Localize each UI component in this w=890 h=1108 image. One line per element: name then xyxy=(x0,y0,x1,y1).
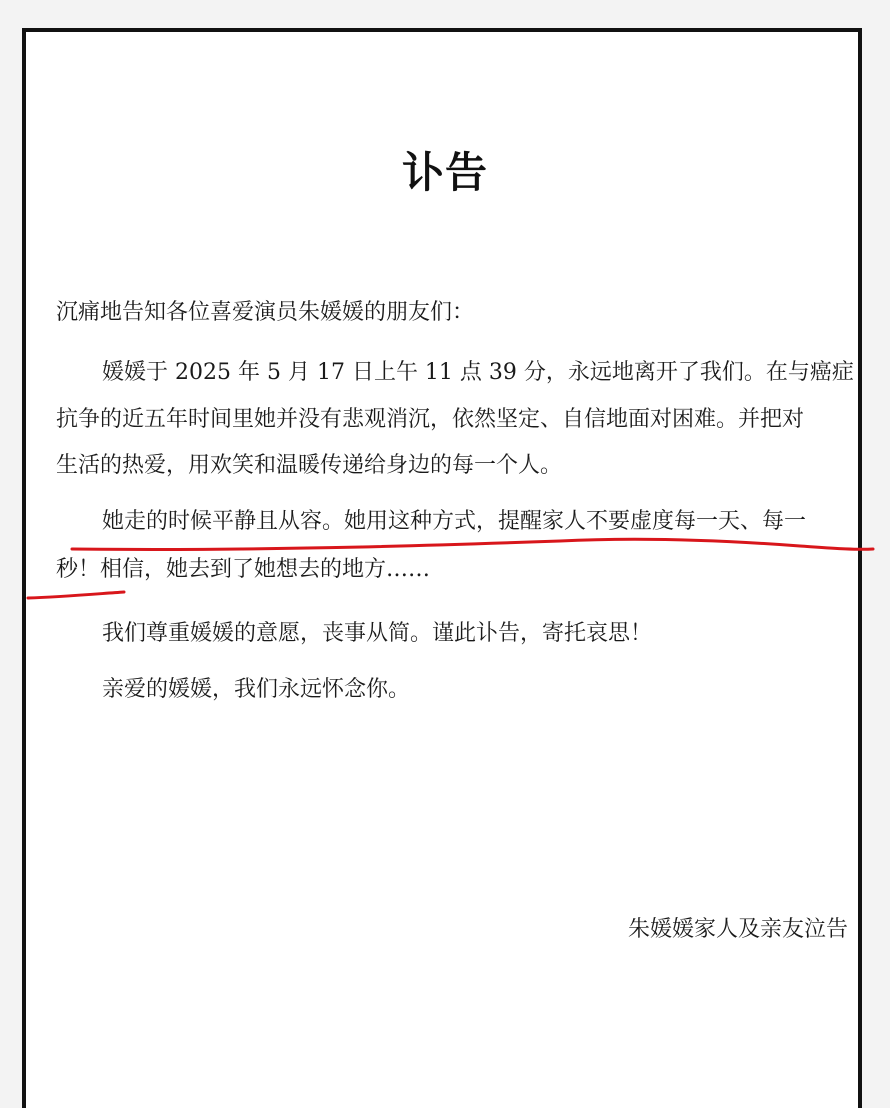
paragraph-3: 我们尊重媛媛的意愿，丧事从简。谨此讣告，寄托哀思！ xyxy=(102,621,653,646)
paragraph-1-line-2: 抗争的近五年时间里她并没有悲观消沉，依然坚定、自信地面对困难。并把对 xyxy=(56,407,805,432)
paragraph-1-line-3: 生活的热爱，用欢笑和温暖传递给身边的每一个人。 xyxy=(56,453,563,478)
page-title: 讣告 xyxy=(401,148,488,197)
paragraph-1-line-1: 媛媛于 2025 年 5 月 17 日上午 11 点 39 分，永远地离开了我们。在与癌症 xyxy=(102,360,854,385)
paragraph-2-line-2: 秒！相信，她去到了她想去的地方…… xyxy=(56,557,431,582)
paragraph-4: 亲爱的媛媛，我们永远怀念你。 xyxy=(102,677,411,702)
paragraph-2-line-1: 她走的时候平静且从容。她用这种方式，提醒家人不要虚度每一天、每一 xyxy=(102,509,807,534)
signature: 朱媛媛家人及亲友泣告 xyxy=(628,917,849,942)
greeting-line: 沉痛地告知各位喜爱演员朱媛媛的朋友们： xyxy=(56,300,475,325)
